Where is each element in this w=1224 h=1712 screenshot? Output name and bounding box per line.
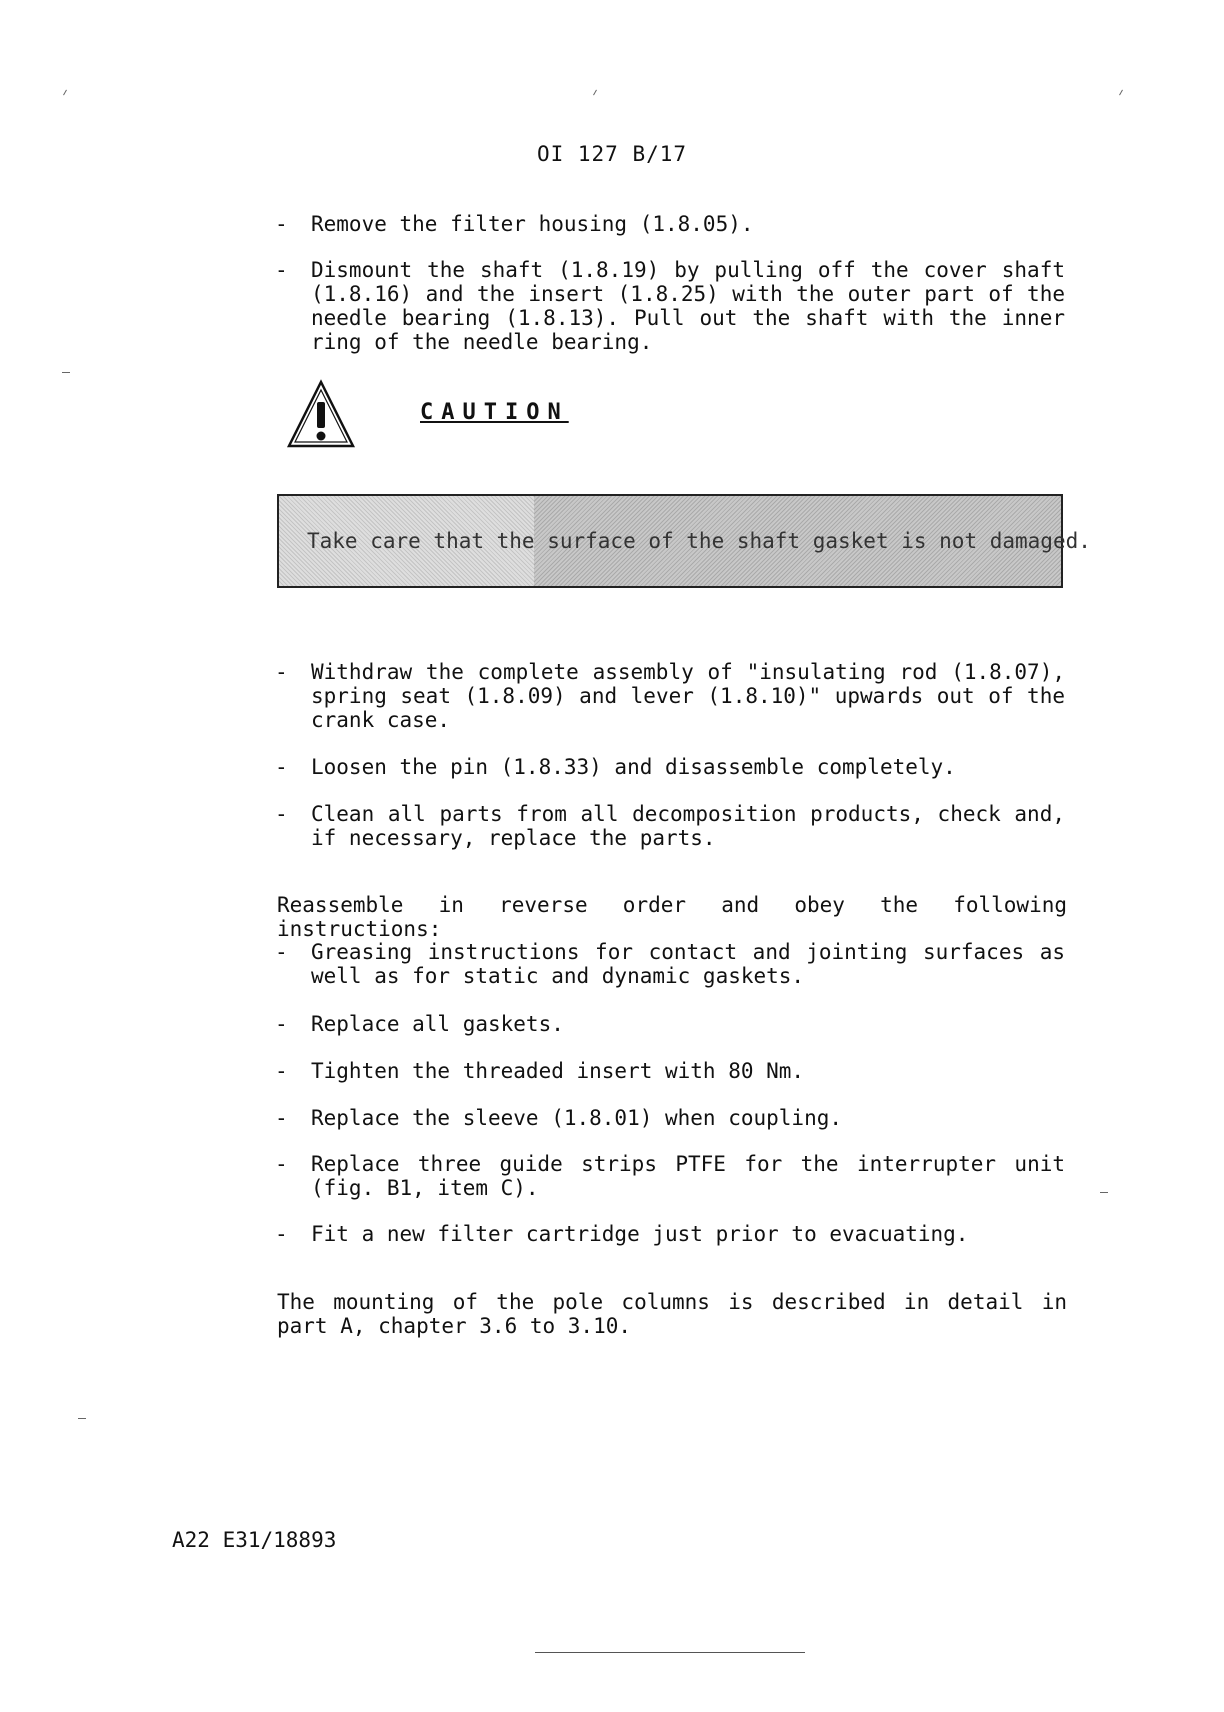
step-item (275, 940, 1065, 988)
step-text: Tighten the threaded insert with 80 Nm. (311, 1059, 805, 1083)
step-text: Replace the sleeve (1.8.01) when coupling. (311, 1106, 843, 1130)
step-text: Fit a new filter cartridge just prior to evacuating. (311, 1222, 969, 1246)
scan-artifact (62, 372, 70, 373)
caution-message-box (277, 494, 1091, 588)
step-text: Dismount the shaft (1.8.19) by pulling off the cover shaft (1.8.16) and the insert (1.8.25) with the outer part of the needle bearing (1.8.13). Pull out the shaft with the inner ring of the needle bearing. (311, 258, 1065, 354)
step-item (275, 1152, 1065, 1200)
step-text: Withdraw the complete assembly of "insulating rod (1.8.07), spring seat (1.8.09) and lever (1.8.10)" upwards out of the crank case. (311, 660, 1065, 732)
dash-marker: - (275, 1106, 288, 1130)
caution-title: CAUTION (420, 400, 569, 425)
warning-triangle-icon (285, 378, 357, 450)
caution-heading (285, 378, 985, 458)
scan-artifact (78, 1418, 86, 1419)
step-item (275, 212, 1065, 236)
scan-edge-line (535, 1652, 805, 1653)
step-item (275, 802, 1065, 850)
step-item (275, 1222, 1065, 1246)
dash-marker: - (275, 258, 288, 282)
step-item (275, 755, 1065, 779)
dash-marker: - (275, 802, 288, 826)
document-reference: A22 E31/18893 (172, 1528, 337, 1552)
step-item (275, 258, 1065, 354)
scan-artifact (593, 90, 597, 96)
dash-marker: - (275, 940, 288, 964)
step-text: Clean all parts from all decomposition products, check and, if necessary, replace the parts. (311, 802, 1065, 850)
dash-marker: - (275, 1222, 288, 1246)
closing-paragraph: The mounting of the pole columns is described in detail in part A, chapter 3.6 to 3.10. (277, 1290, 1067, 1338)
caution-message: Take care that the surface of the shaft gasket is not damaged. (307, 529, 1091, 553)
step-text: Loosen the pin (1.8.33) and disassemble completely. (311, 755, 956, 779)
document-id-header: OI 127 B/17 (536, 142, 688, 166)
dash-marker: - (275, 755, 288, 779)
step-item (275, 1106, 1065, 1130)
dash-marker: - (275, 660, 288, 684)
dash-marker: - (275, 212, 288, 236)
step-item (275, 1012, 1065, 1036)
dash-marker: - (275, 1152, 288, 1176)
step-text: Replace all gaskets. (311, 1012, 564, 1036)
dash-marker: - (275, 1012, 288, 1036)
step-text: Greasing instructions for contact and jointing surfaces as well as for static and dynamic gaskets. (311, 940, 1065, 988)
dash-marker: - (275, 1059, 288, 1083)
scan-artifact (1119, 90, 1123, 96)
step-item (275, 660, 1065, 732)
step-text: Remove the filter housing (1.8.05). (311, 212, 754, 236)
scan-artifact (1100, 1192, 1108, 1193)
scan-artifact (63, 90, 67, 96)
step-text: Replace three guide strips PTFE for the interrupter unit (fig. B1, item C). (311, 1152, 1065, 1200)
step-item (275, 1059, 1065, 1083)
reassemble-intro: Reassemble in reverse order and obey the following instructions: (277, 893, 1067, 941)
